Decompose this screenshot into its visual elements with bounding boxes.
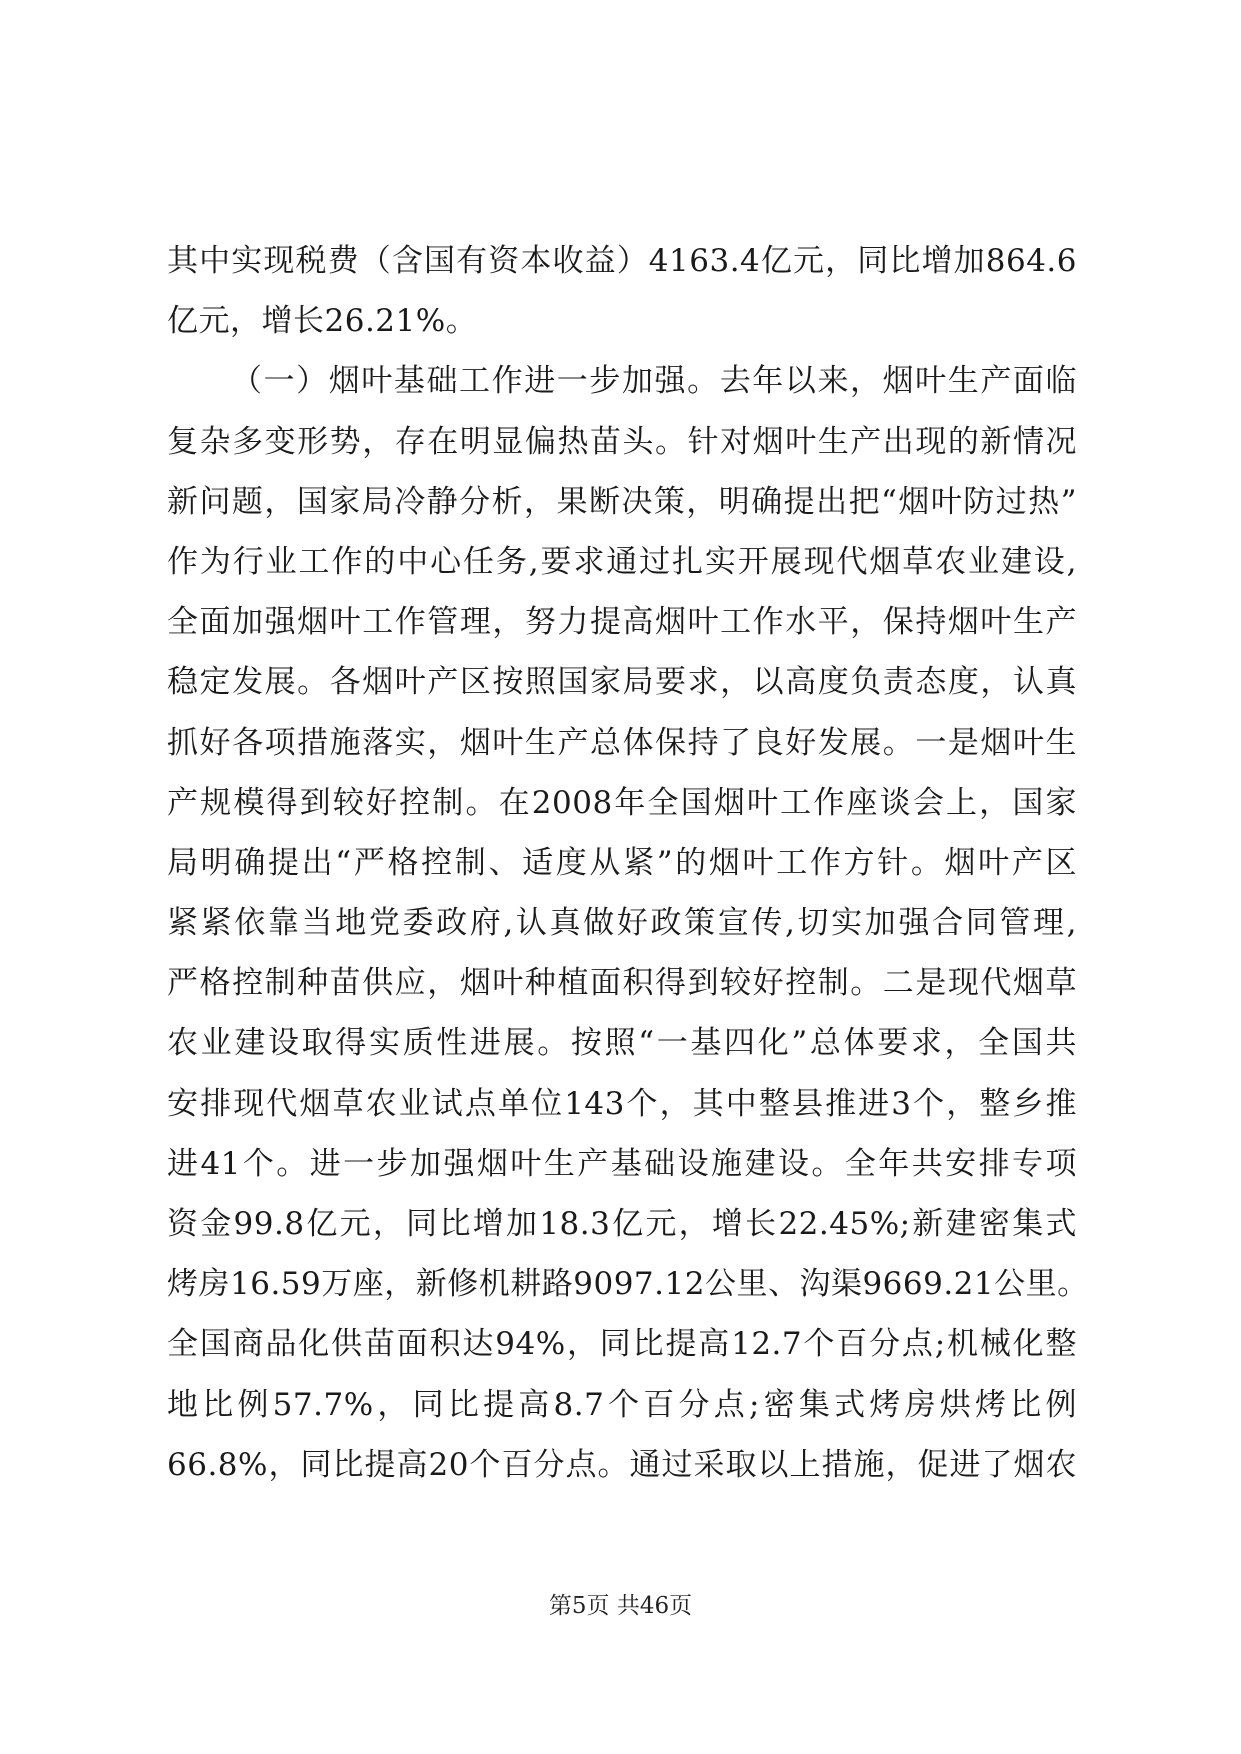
text-line: 全国商品化供苗面积达94%，同比提高12.7个百分点;机械化整 <box>167 1326 1077 1363</box>
text-line: 全面加强烟叶工作管理，努力提高烟叶工作水平，保持烟叶生产 <box>167 604 1077 641</box>
text-line: 作为行业工作的中心任务,要求通过扎实开展现代烟草农业建设, <box>167 543 1077 580</box>
text-line: 烤房16.59万座，新修机耕路9097.12公里、沟渠9669.21公里。 <box>167 1266 1089 1303</box>
text-line: 亿元，增长26.21%。 <box>167 303 478 340</box>
text-line: 局明确提出“严格控制、适度从紧”的烟叶工作方针。烟叶产区 <box>167 844 1077 881</box>
text-line: 严格控制种苗供应，烟叶种植面积得到较好控制。二是现代烟草 <box>167 965 1077 1002</box>
text-line: 66.8%，同比提高20个百分点。通过采取以上措施，促进了烟农 <box>167 1446 1077 1483</box>
text-line: 安排现代烟草农业试点单位143个，其中整县推进3个，整乡推 <box>167 1085 1077 1122</box>
text-line: 紧紧依靠当地党委政府,认真做好政策宣传,切实加强合同管理, <box>167 905 1077 942</box>
text-line: 农业建设取得实质性进展。按照“一基四化”总体要求，全国共 <box>167 1025 1077 1062</box>
text-line: 产规模得到较好控制。在2008年全国烟叶工作座谈会上，国家 <box>167 784 1077 821</box>
text-line: 抓好各项措施落实，烟叶生产总体保持了良好发展。一是烟叶生 <box>167 724 1077 761</box>
text-line: 复杂多变形势，存在明显偏热苗头。针对烟叶生产出现的新情况 <box>167 423 1077 460</box>
text-line: 新问题，国家局冷静分析，果断决策，明确提出把“烟叶防过热” <box>167 483 1077 520</box>
text-line: （一）烟叶基础工作进一步加强。去年以来，烟叶生产面临 <box>231 363 1077 400</box>
text-line: 地比例57.7%，同比提高8.7个百分点;密集式烤房烘烤比例 <box>167 1386 1077 1423</box>
text-line: 资金99.8亿元，同比增加18.3亿元，增长22.45%;新建密集式 <box>167 1206 1077 1242</box>
body-text <box>167 231 1089 1495</box>
text-line: 其中实现税费（含国有资本收益）4163.4亿元，同比增加864.6 <box>167 243 1077 279</box>
page-footer <box>0 1591 1241 1621</box>
text-line: 稳定发展。各烟叶产区按照国家局要求，以高度负责态度，认真 <box>167 664 1077 701</box>
page-number: 第5页 共46页 <box>548 1593 693 1619</box>
text-line: 进41个。进一步加强烟叶生产基础设施建设。全年共安排专项 <box>167 1145 1077 1182</box>
